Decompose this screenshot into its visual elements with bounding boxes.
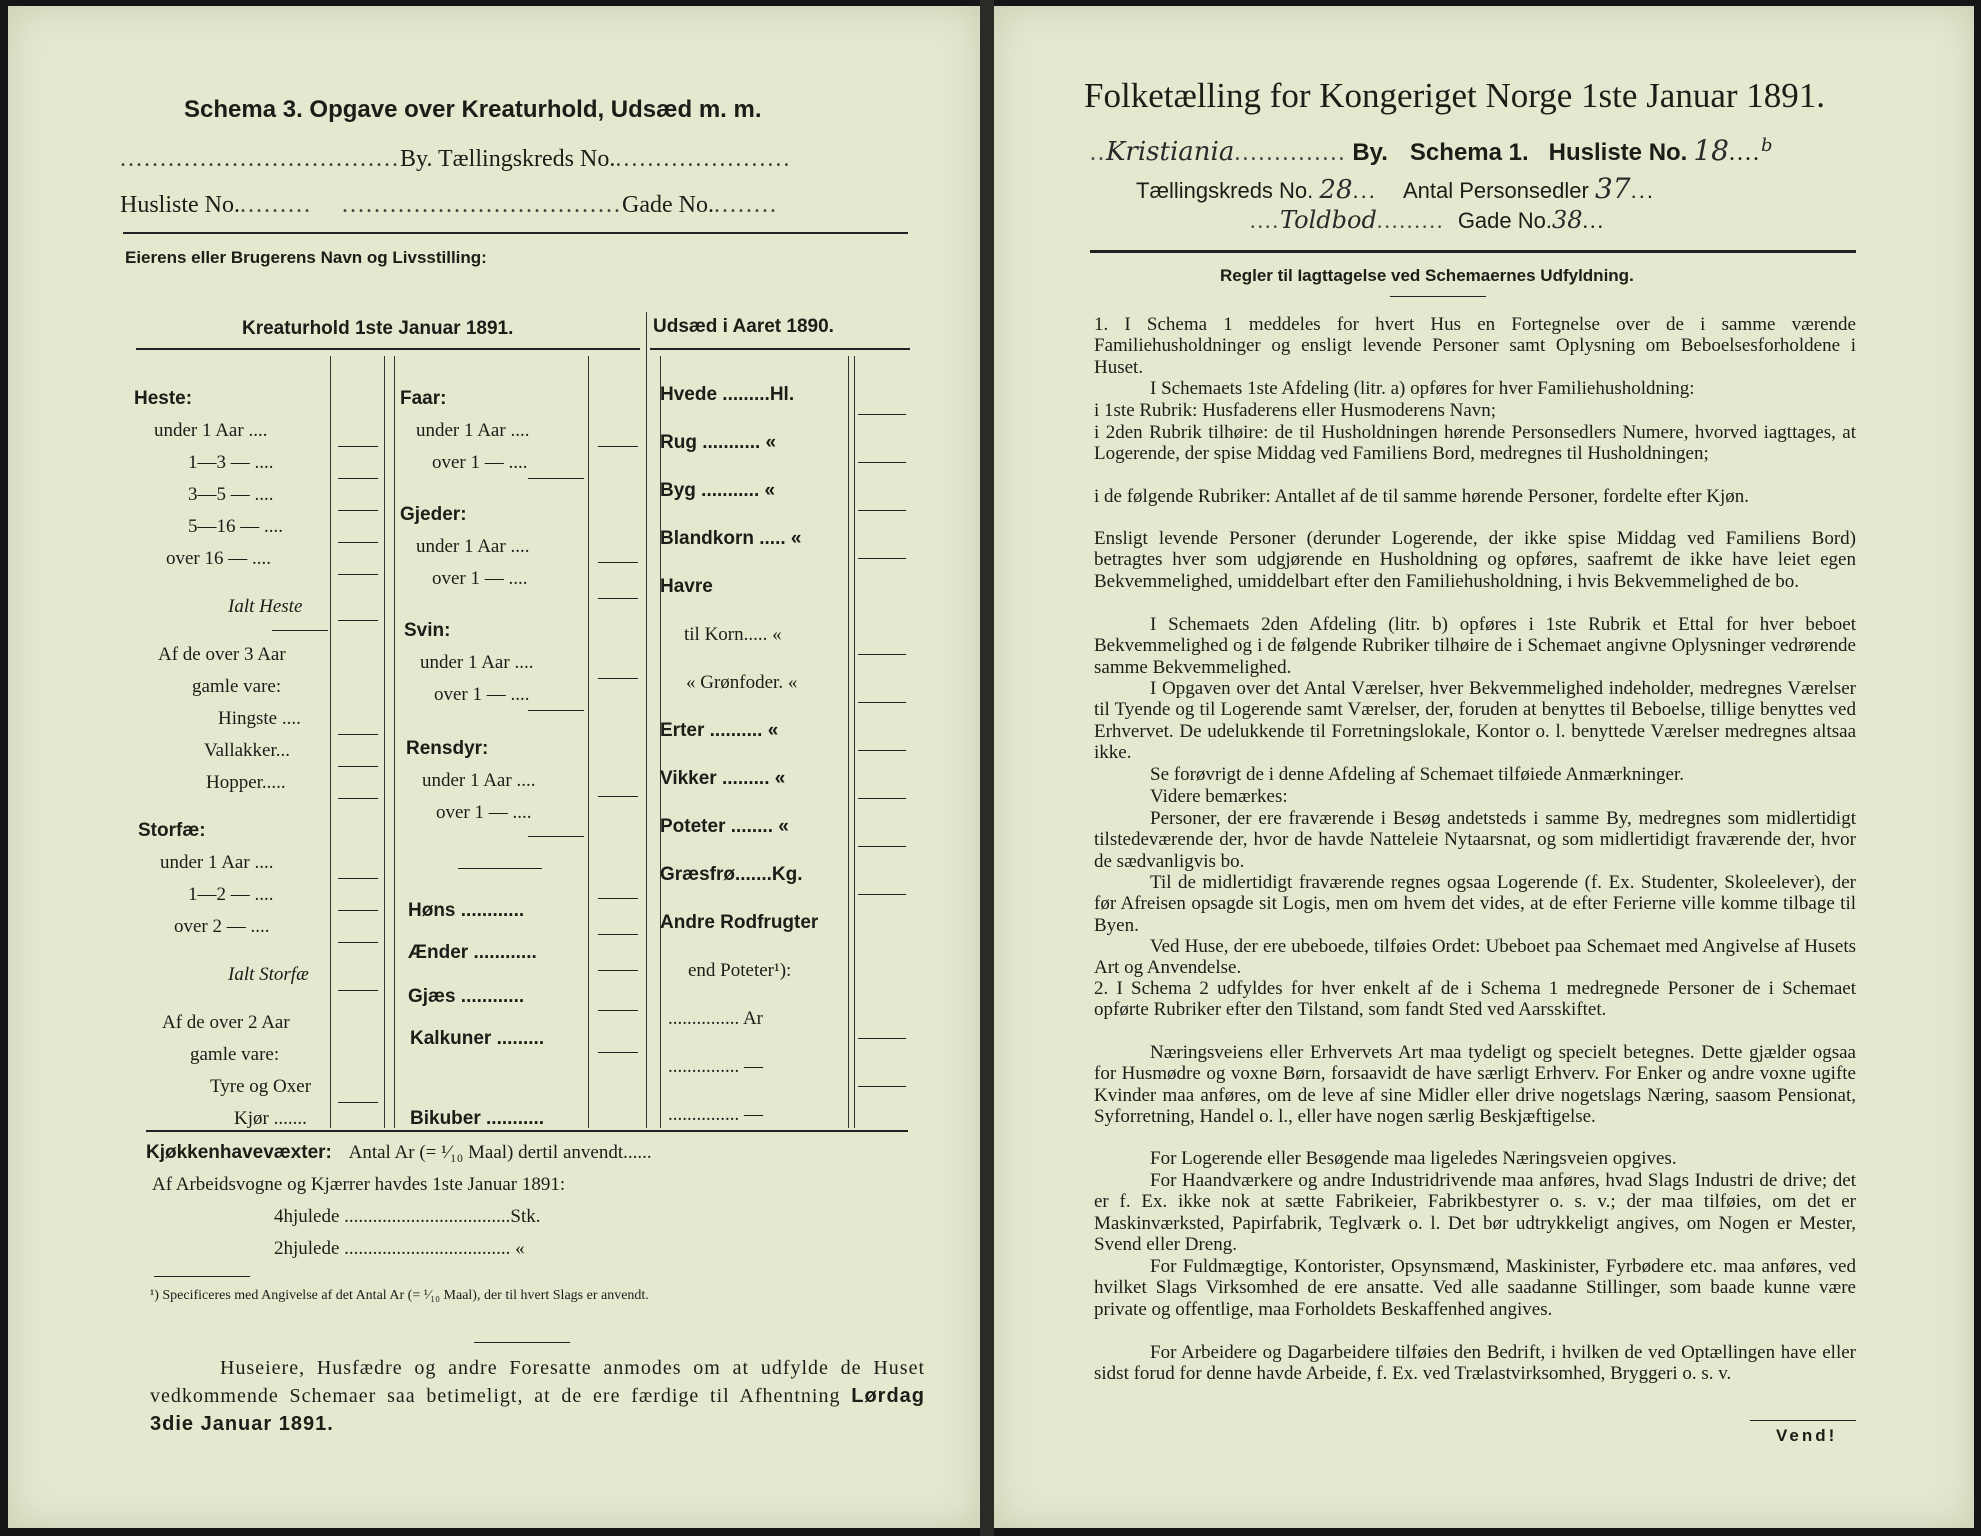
by-label: By. — [1352, 139, 1388, 166]
storfae-row: Kjør ....... — [234, 1108, 307, 1129]
kreatur-header: Kreaturhold 1ste Januar 1891. — [242, 318, 514, 339]
rules-title: Regler til Iagttagelse ved Schemaernes Udfyldning. — [1220, 266, 1634, 285]
havre-heading: Havre — [660, 576, 713, 597]
heste-row: 5—16 — .... — [188, 516, 283, 537]
hjul2-line: 2hjulede ................................... « — [274, 1238, 525, 1259]
faar-row: under 1 Aar .... — [416, 420, 530, 441]
ialt-heste: Ialt Heste — [228, 596, 303, 617]
heste-row: Vallakker... — [204, 740, 291, 761]
andre-line: ............... — — [668, 1056, 763, 1077]
right-page — [994, 6, 1974, 1528]
andre-line: ............... — — [668, 1104, 763, 1125]
husliste-hw: 18 — [1693, 134, 1729, 167]
rule-paragraph: i 2den Rubrik tilhøire: de til Husholdningen hørende Personsedlers Numere, hvorved iagttages, at Logerende, der spise Middag ved Familiens Bord, medregnes til Husholdningen; — [1094, 422, 1856, 465]
by-handwritten: Kristiania — [1106, 137, 1235, 167]
gade-label: Gade No. — [1457, 208, 1552, 233]
storfae-subhead: gamle vare: — [190, 1044, 280, 1065]
left-page — [8, 6, 980, 1528]
heste-row: Hingste .... — [218, 708, 301, 729]
by-line: ...................................By. Tællingskreds No....................... — [120, 146, 792, 172]
gade-label: Gade No. — [622, 192, 714, 218]
faar-heading: Faar: — [400, 388, 447, 409]
rule-paragraph: 2. I Schema 2 udfyldes for hver enkelt af de i Schema 1 medregnede Personer de i Schemaet opførte Rubriker efter den Tilstand, som fandt Sted ved Aarsskiftet. — [1094, 978, 1856, 1021]
by-label: By. Tællingskreds No. — [400, 146, 616, 172]
husliste-line: Husliste No.......... ...................................Gade No......... — [120, 192, 778, 218]
vikker-row: Vikker ......... « — [660, 768, 786, 789]
storfae-row: under 1 Aar .... — [160, 852, 274, 873]
byg-row: Byg ........... « — [660, 480, 776, 501]
husliste-hw-small: b — [1761, 135, 1773, 156]
rule-paragraph: Næringsveiens eller Erhvervets Art maa tydeligt og specielt betegnes. Dette gjælder ogsaa for Husmødre og voxne Børn, forsaavidt de have særligt Erhverv. For Enker og andre voxne ugifte Kvinder maa anføres, om de leve af sine Midler eller drive nogetslags Næring, saasom Pensionat, Syforretning, Handel o. l., eller have nogen særlig Beskjæftigelse. — [1094, 1042, 1856, 1127]
kjokken-label: Kjøkkenhavevæxter: — [146, 1142, 332, 1163]
ialt-storfae: Ialt Storfæ — [228, 964, 309, 985]
heste-subhead: Af de over 3 Aar — [158, 644, 286, 665]
faar-row: over 1 — .... — [432, 452, 528, 473]
census-title: Folketælling for Kongeriget Norge 1ste Januar 1891. — [1084, 76, 1826, 115]
husliste-label: Husliste No. — [1548, 139, 1688, 166]
rule-paragraph: Ensligt levende Personer (derunder Logerende, der ikke spise Middag ved Familiens Bord) betragtes hver som udgjørende en Husholdning og opføres, saafremt de ikke have leiet egen Bekvemmelighed, umiddelbart efter den Familiehusholdning, i hvis Bekvemmelighed de bo. — [1094, 528, 1856, 592]
blandkorn-row: Blandkorn ..... « — [660, 528, 802, 549]
book-spine — [980, 0, 994, 1536]
svin-row: over 1 — .... — [434, 684, 530, 705]
rule-paragraph: Personer, der ere fraværende i Besøg andetsteds i samme By, medregnes som midlertidigt tilstedeværende der, hvor de havde Natteleie Nytaarsnat, og som midlertidigt fraværende der, hvor de sædvanligvis bo. — [1094, 808, 1856, 872]
rule-paragraph: i 1ste Rubrik: Husfaderens eller Husmoderens Navn; — [1094, 400, 1497, 421]
storfae-heading: Storfæ: — [138, 820, 206, 841]
svin-row: under 1 Aar .... — [420, 652, 534, 673]
rule-paragraph: i de følgende Rubriker: Antallet af de til samme hørende Personer, fordelte efter Kjøn. — [1094, 486, 1750, 507]
rug-row: Rug ........... « — [660, 432, 777, 453]
taellings-hw: 28 — [1319, 175, 1353, 205]
erter-row: Erter .......... « — [660, 720, 779, 741]
heste-heading: Heste: — [134, 388, 193, 409]
rensdyr-heading: Rensdyr: — [406, 738, 489, 759]
gade-no-hw: 38 — [1551, 206, 1583, 234]
rule-paragraph: I Schemaets 2den Afdeling (litr. b) opføres i 1ste Rubrik et Ettal for hver beboet Bekvemmelighed og i de følgende Rubriker tilhøire de i Schemaet angivne Oplysninger vedrørende samme Bekvemmelighed. — [1094, 614, 1856, 678]
heste-subhead: gamle vare: — [192, 676, 282, 697]
poteter-row: Poteter ........ « — [660, 816, 789, 837]
notice — [150, 1354, 925, 1438]
graesfro-row: Græsfrø.......Kg. — [660, 864, 803, 885]
notice-date: Lørdag 3die Januar 1891. — [150, 1385, 926, 1435]
rule-paragraph: Se forøvrigt de i denne Afdeling af Schemaet tilføiede Anmærkninger. — [1150, 764, 1684, 785]
havre-row: « Grønfoder. « — [686, 672, 798, 693]
andre-row: end Poteter¹): — [688, 960, 792, 981]
svin-heading: Svin: — [404, 620, 451, 641]
heste-row: 3—5 — .... — [188, 484, 274, 505]
kjokken-line — [146, 1142, 652, 1164]
hvede-row: Hvede .........Hl. — [660, 384, 795, 405]
taellings-label: Tællingskreds No. — [1136, 178, 1314, 203]
kjokken-rest: Antal Ar (= ¹⁄₁₀ Maal) dertil anvendt...... — [348, 1142, 652, 1163]
storfae-subhead: Af de over 2 Aar — [162, 1012, 290, 1033]
rule-paragraph: For Haandværkere og andre Industridrivende maa anføres, hvad Slags Industri de drive; det er f. Ex. ikke nok at sætte Fabrikeier, Fabrikbestyrer o. s. v.; der maa tilføies, om det er Maskinværksted, Papirfabrik, Teglværk o. l. Det bør udtrykkeligt angives, om Nogen er Mester, Svend eller Dreng. — [1094, 1170, 1856, 1255]
schema3-title: Schema 3. Opgave over Kreaturhold, Udsæd m. m. — [184, 96, 762, 123]
by-line: ..Kristiania.............. By. Schema 1. Husliste No. 18....$^b$ — [1090, 134, 1773, 167]
storfae-row: Tyre og Oxer — [210, 1076, 312, 1097]
heste-row: Hopper..... — [206, 772, 286, 793]
heste-row: under 1 Aar .... — [154, 420, 268, 441]
rule-paragraph: I Schemaets 1ste Afdeling (litr. a) opføres for hver Familiehusholdning: — [1150, 378, 1695, 399]
schema-label: Schema 1. — [1409, 139, 1529, 166]
bikuber-row: Bikuber ........... — [410, 1108, 545, 1129]
rule-paragraph: For Logerende eller Besøgende maa ligeledes Næringsveien opgives. — [1150, 1148, 1677, 1169]
hons-row: Høns ............ — [408, 900, 525, 921]
rule-paragraph: Videre bemærkes: — [1150, 786, 1288, 807]
eier-label: Eierens eller Brugerens Navn og Livsstilling: — [125, 248, 487, 267]
aender-row: Ænder ............ — [408, 942, 537, 963]
husliste-label: Husliste No. — [120, 192, 240, 218]
antal-label: Antal Personsedler — [1402, 178, 1589, 203]
udsaed-header: Udsæd i Aaret 1890. — [653, 316, 834, 337]
rule-paragraph: I Opgaven over det Antal Værelser, hver Bekvemmelighed indeholder, medregnes Værelser til Tyende og til Logerende samt Værelser, der, foruden at benyttes til Beboelse, tillige benyttes ved Erhvervet. De udelukkende til Forretningslokale, Kontor o. l. benyttede Værelser medregnes altsaa ikke. — [1094, 678, 1856, 763]
vend-label: Vend! — [1776, 1426, 1838, 1445]
storfae-row: over 2 — .... — [174, 916, 270, 937]
andre-line: ............... Ar — [668, 1008, 763, 1029]
rensdyr-row: under 1 Aar .... — [422, 770, 536, 791]
storfae-row: 1—2 — .... — [188, 884, 274, 905]
rule-paragraph: For Fuldmægtige, Kontorister, Opsynsmænd, Maskinister, Fyrbødere etc. maa anføres, ved hvilket Slags Virksomhed de ere ansatte. Ved alle saadanne Stillinger, som baade kunne være private og offentlige, maa Forholdets Beskaffenhed angives. — [1094, 1256, 1856, 1320]
taellings-line: Tællingskreds No. 28... Antal Personsedler 37... — [1136, 172, 1655, 205]
arbeidsvogne-line: Af Arbeidsvogne og Kjærrer havdes 1ste Januar 1891: — [152, 1174, 566, 1195]
heste-row: over 16 — .... — [166, 548, 272, 569]
antal-hw: 37 — [1594, 172, 1631, 205]
gade-line: ....Toldbod......... Gade No.38... — [1250, 206, 1606, 234]
rule-paragraph: Til de midlertidigt fraværende regnes ogsaa Logerende (f. Ex. Studenter, Skoleelever), der før Afreisen opsagde sit Logis, men om hvem det vides, at de efter Ferierne ville komme tilbage til Byen. — [1094, 872, 1856, 936]
footnote: ¹) Specificeres med Angivelse af det Antal Ar (= ¹⁄₁₀ Maal), der til hvert Slags er anvendt. — [150, 1288, 649, 1303]
andre-heading: Andre Rodfrugter — [660, 912, 819, 933]
gjeder-row: over 1 — .... — [432, 568, 528, 589]
heste-row: 1—3 — .... — [188, 452, 274, 473]
rule-paragraph: 1. I Schema 1 meddeles for hvert Hus en Fortegnelse over de i samme værende Familiehusholdninger og ensligt levende Personer samt Oplysning om Beboelsesforholdene i Huset. — [1094, 314, 1856, 378]
rensdyr-row: over 1 — .... — [436, 802, 532, 823]
rule-paragraph: For Arbeidere og Dagarbeidere tilføies den Bedrift, i hvilken de ved Optællingen have eller sidst forud for denne havde Arbeide, f. Ex. ved Trælastvirksomhed, Bryggeri o. s. v. — [1094, 1342, 1856, 1385]
gjaes-row: Gjæs ............ — [408, 986, 525, 1007]
havre-row: til Korn..... « — [684, 624, 782, 645]
gjeder-heading: Gjeder: — [400, 504, 467, 525]
rule-paragraph: Ved Huse, der ere ubeboede, tilføies Ordet: Ubeboet paa Schemaet med Angivelse af Husets Art og Anvendelse. — [1094, 936, 1856, 979]
gjeder-row: under 1 Aar .... — [416, 536, 530, 557]
notice-text: Huseiere, Husfædre og andre Foresatte anmodes om at udfylde de Huset vedkommende Schemaer saa betimeligt, at de ere færdige til Afhentning — [150, 1357, 925, 1407]
kalkuner-row: Kalkuner ......... — [410, 1028, 545, 1049]
gade-hw: Toldbod — [1280, 206, 1377, 234]
hjul4-line: 4hjulede ...................................Stk. — [274, 1206, 541, 1227]
